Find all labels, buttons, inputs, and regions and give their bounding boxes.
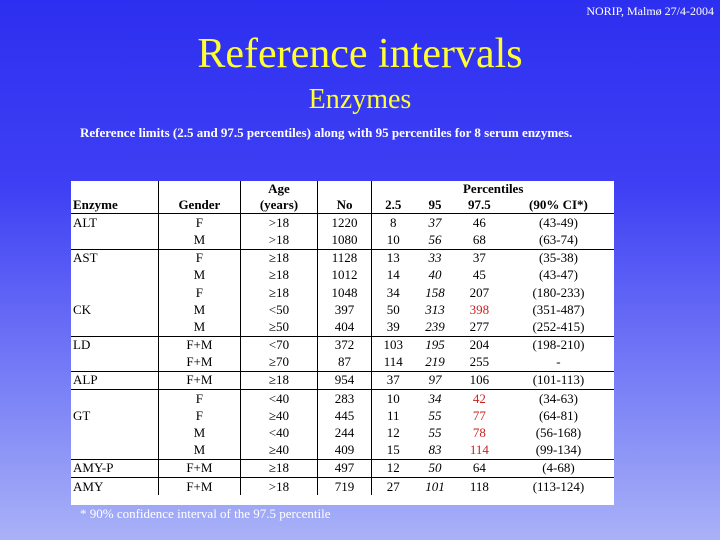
cell-enzyme: ALT bbox=[71, 214, 158, 232]
cell-p2-5: 13 bbox=[372, 249, 414, 267]
header-percentiles: Percentiles bbox=[462, 180, 524, 196]
cell-enzyme: AST bbox=[71, 249, 158, 267]
cell-enzyme bbox=[71, 390, 158, 408]
slide-header-note: NORIP, Malmø 27/4-2004 bbox=[586, 4, 714, 18]
cell-ci: (180-233) bbox=[532, 284, 585, 300]
table-row bbox=[71, 442, 614, 460]
cell-p2-5: 39 bbox=[386, 318, 400, 334]
cell-p95: 55 bbox=[428, 407, 442, 423]
cell-gender: M bbox=[158, 267, 241, 284]
cell-no: 372 bbox=[317, 336, 372, 354]
cell-gender: M bbox=[158, 442, 241, 460]
cell-p2-5: 10 bbox=[386, 231, 400, 247]
cell-enzyme bbox=[71, 231, 158, 249]
cell-p95: 34 bbox=[414, 390, 455, 408]
cell-no: 1128 bbox=[317, 249, 372, 267]
cell-age: >18 bbox=[241, 478, 317, 496]
cell-p97-5: 37 bbox=[456, 249, 503, 267]
table-row bbox=[71, 249, 614, 267]
cell-gender: F bbox=[158, 249, 241, 267]
cell-enzyme bbox=[71, 354, 158, 372]
cell-enzyme: AMY bbox=[71, 478, 158, 496]
cell-gender: M bbox=[158, 231, 241, 249]
cell-gender: F+M bbox=[158, 478, 241, 496]
cell-age: <70 bbox=[241, 336, 317, 354]
header-enzyme: Enzyme bbox=[71, 196, 158, 214]
cell-p95: 101 bbox=[414, 478, 455, 496]
table-row bbox=[71, 371, 614, 389]
cell-no: 445 bbox=[317, 407, 372, 424]
cell-enzyme: CK bbox=[71, 301, 158, 318]
cell-p97-5: 277 bbox=[469, 318, 490, 334]
cell-ci: (43-47) bbox=[538, 267, 578, 283]
cell-p2-5: 10 bbox=[372, 390, 414, 408]
table-row bbox=[71, 390, 614, 408]
cell-no: 87 bbox=[317, 354, 372, 372]
cell-ci: (43-49) bbox=[503, 214, 614, 232]
cell-enzyme: AMY-P bbox=[71, 459, 158, 477]
table-header-top-row bbox=[71, 181, 614, 196]
table-row bbox=[71, 318, 614, 336]
cell-no: 1080 bbox=[317, 231, 372, 249]
cell-p97-5: 42 bbox=[456, 390, 503, 408]
cell-age: ≥40 bbox=[241, 442, 317, 460]
cell-no: 954 bbox=[317, 371, 372, 389]
table-header-row bbox=[71, 196, 614, 214]
cell-p95: 195 bbox=[414, 336, 455, 354]
slide-title: Reference intervals bbox=[197, 31, 523, 77]
cell-enzyme bbox=[71, 267, 158, 284]
table-row bbox=[71, 267, 614, 284]
cell-ci: (113-124) bbox=[503, 478, 614, 496]
cell-gender: F+M bbox=[158, 354, 241, 372]
cell-ci: (198-210) bbox=[503, 336, 614, 354]
cell-p2-5: 15 bbox=[386, 442, 400, 458]
header-years: (years) bbox=[241, 196, 317, 214]
reference-table-panel bbox=[71, 181, 614, 505]
header-p95: 95 bbox=[414, 196, 455, 214]
cell-p95: 97 bbox=[414, 371, 455, 389]
header-gender: Gender bbox=[158, 196, 241, 214]
cell-age: ≥18 bbox=[241, 284, 317, 301]
cell-p2-5: 14 bbox=[386, 267, 400, 283]
cell-age: <50 bbox=[241, 301, 317, 318]
table-row bbox=[71, 301, 614, 318]
cell-p97-5: 64 bbox=[456, 459, 503, 477]
reference-intervals-table bbox=[71, 181, 614, 495]
table-row bbox=[71, 336, 614, 354]
cell-p95: 33 bbox=[414, 249, 455, 267]
cell-age: ≥18 bbox=[241, 459, 317, 477]
cell-ci: - bbox=[556, 354, 561, 370]
table-row bbox=[71, 407, 614, 424]
table-footnote: * 90% confidence interval of the 97.5 percentile bbox=[80, 506, 331, 521]
cell-age: ≥40 bbox=[241, 407, 317, 424]
cell-p95: 55 bbox=[428, 425, 442, 441]
cell-p2-5: 27 bbox=[372, 478, 414, 496]
cell-gender: F+M bbox=[158, 336, 241, 354]
cell-p97-5: 78 bbox=[472, 425, 486, 441]
cell-p2-5: 103 bbox=[372, 336, 414, 354]
table-caption: Reference limits (2.5 and 97.5 percentiles) along with 95 percentiles for 8 serum enzymes. bbox=[80, 125, 573, 140]
table-row bbox=[71, 354, 614, 372]
cell-ci: (101-113) bbox=[503, 371, 614, 389]
cell-gender: F bbox=[158, 214, 241, 232]
cell-enzyme bbox=[71, 318, 158, 336]
cell-no: 1220 bbox=[317, 214, 372, 232]
header-no: No bbox=[317, 196, 372, 214]
table-row bbox=[71, 214, 614, 232]
cell-ci: (35-38) bbox=[503, 249, 614, 267]
cell-age: ≥18 bbox=[241, 267, 317, 284]
cell-no: 244 bbox=[317, 424, 372, 441]
cell-no: 404 bbox=[317, 318, 372, 336]
cell-p95: 239 bbox=[425, 318, 445, 334]
cell-ci: (56-168) bbox=[535, 425, 582, 441]
cell-gender: F+M bbox=[158, 459, 241, 477]
cell-enzyme bbox=[71, 284, 158, 301]
cell-p2-5: 8 bbox=[372, 214, 414, 232]
cell-age: >18 bbox=[241, 214, 317, 232]
cell-gender: M bbox=[158, 424, 241, 441]
cell-p95: 40 bbox=[428, 267, 442, 283]
cell-p95: 158 bbox=[425, 284, 445, 300]
cell-p97-5: 114 bbox=[469, 442, 489, 458]
table-row bbox=[71, 424, 614, 441]
cell-p95: 37 bbox=[414, 214, 455, 232]
cell-enzyme: GT bbox=[71, 407, 158, 424]
cell-p2-5: 37 bbox=[372, 371, 414, 389]
cell-gender: F+M bbox=[158, 371, 241, 389]
cell-age: ≥70 bbox=[241, 354, 317, 372]
cell-no: 397 bbox=[317, 301, 372, 318]
cell-no: 497 bbox=[317, 459, 372, 477]
cell-enzyme: LD bbox=[71, 336, 158, 354]
cell-ci: (64-81) bbox=[538, 407, 578, 423]
cell-p95: 313 bbox=[425, 301, 445, 317]
cell-no: 1012 bbox=[317, 267, 372, 284]
cell-p97-5: 46 bbox=[456, 214, 503, 232]
cell-age: <40 bbox=[241, 424, 317, 441]
cell-gender: F bbox=[158, 390, 241, 408]
cell-age: ≥50 bbox=[241, 318, 317, 336]
cell-p97-5: 207 bbox=[469, 284, 490, 300]
cell-gender: M bbox=[158, 318, 241, 336]
cell-p95: 83 bbox=[428, 442, 442, 458]
header-p2-5: 2.5 bbox=[372, 196, 414, 214]
cell-ci: (351-487) bbox=[532, 301, 585, 317]
cell-p97-5: 68 bbox=[472, 231, 486, 247]
cell-p97-5: 118 bbox=[456, 478, 503, 496]
cell-ci: (252-415) bbox=[532, 318, 585, 334]
cell-enzyme bbox=[71, 424, 158, 441]
table-row bbox=[71, 284, 614, 301]
slide-subtitle: Enzymes bbox=[308, 84, 412, 115]
table-row bbox=[71, 478, 614, 496]
cell-p97-5: 106 bbox=[456, 371, 503, 389]
cell-no: 1048 bbox=[317, 284, 372, 301]
cell-age: >18 bbox=[241, 231, 317, 249]
cell-p97-5: 204 bbox=[456, 336, 503, 354]
cell-ci: (63-74) bbox=[538, 231, 578, 247]
cell-enzyme: ALP bbox=[71, 371, 158, 389]
cell-age: ≥18 bbox=[241, 249, 317, 267]
cell-no: 719 bbox=[317, 478, 372, 496]
cell-no: 283 bbox=[317, 390, 372, 408]
cell-p97-5: 398 bbox=[469, 301, 490, 317]
cell-age: <40 bbox=[241, 390, 317, 408]
header-p97-5: 97.5 bbox=[456, 196, 503, 214]
table-body bbox=[71, 214, 614, 496]
cell-p97-5: 255 bbox=[469, 354, 490, 370]
table-row bbox=[71, 231, 614, 249]
cell-gender: M bbox=[158, 301, 241, 318]
cell-age: ≥18 bbox=[241, 371, 317, 389]
cell-p2-5: 50 bbox=[386, 301, 400, 317]
cell-p95: 219 bbox=[425, 354, 445, 370]
cell-p2-5: 34 bbox=[386, 284, 400, 300]
cell-ci: (99-134) bbox=[535, 442, 582, 458]
cell-enzyme bbox=[71, 442, 158, 460]
table-row bbox=[71, 459, 614, 477]
cell-p2-5: 11 bbox=[387, 407, 400, 423]
cell-p2-5: 12 bbox=[372, 459, 414, 477]
cell-p97-5: 77 bbox=[472, 407, 486, 423]
cell-gender: F bbox=[158, 284, 241, 301]
cell-ci: (4-68) bbox=[503, 459, 614, 477]
cell-p97-5: 45 bbox=[472, 267, 486, 283]
header-age: Age bbox=[241, 181, 317, 196]
header-ci: (90% CI*) bbox=[503, 196, 614, 214]
cell-p95: 50 bbox=[414, 459, 455, 477]
cell-p2-5: 12 bbox=[386, 425, 400, 441]
cell-p2-5: 114 bbox=[383, 354, 403, 370]
cell-no: 409 bbox=[317, 442, 372, 460]
cell-ci: (34-63) bbox=[503, 390, 614, 408]
cell-gender: F bbox=[158, 407, 241, 424]
cell-p95: 56 bbox=[428, 231, 442, 247]
